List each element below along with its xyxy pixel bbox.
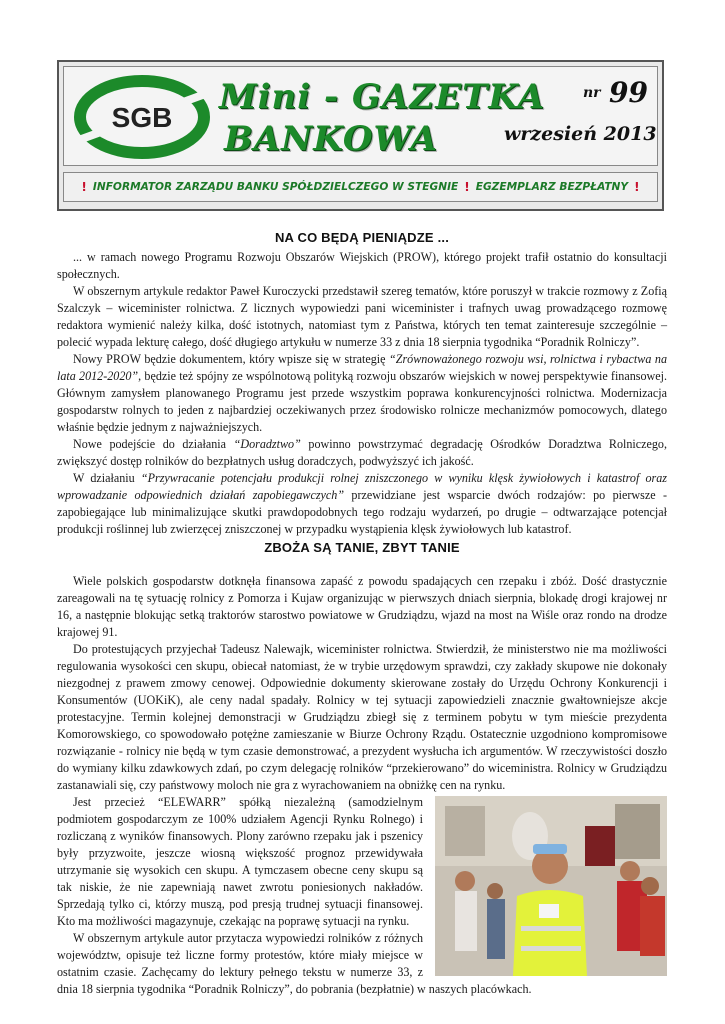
italic-quote: “Doradztwo” <box>233 437 301 451</box>
article1-paragraph <box>57 351 667 436</box>
italic-quote: “Przywracanie potencjału produkcji rolnej zniszczonego w wyniku klęsk żywiołowych i katastrof oraz wprowadzanie odpowiednich działań zapobiegawczych” <box>57 471 667 502</box>
article1-paragraph: ... w ramach nowego Programu Rozwoju Obszarów Wiejskich (PROW), którego projekt trafił ostatnio do konsultacji społecznych. <box>57 250 667 281</box>
article2-paragraph: W obszernym artykule autor przytacza wypowiedzi rolników z różnych województw, opisuje też liczne formy protestów, które miały miejsce w ostatnim czasie. Zachęcamy do lektury pełnego tekstu w numerze 33, z dnia 18 sierpnia tygodnika “Poradnik Rolniczy”, do pobrania (bezpłatnie) w naszych placówkach. <box>57 931 532 996</box>
exclamation-icon: ! <box>464 180 470 194</box>
issue-date: wrzesień 2013 <box>504 123 657 145</box>
text-span: , będzie też spójny ze wspólnotową polityką rozwoju obszarów wiejskich w nowej perspektywie finansowej. Głównym zamysłem planowanego Programu jest przede wszystkim poprawa konkurencyjności rolnictwa. Modernizacja gospodarstw rolnych to jeden z najbardziej oczekiwanych przez środowisko rolnicze mechanizmów pomocowych, dlatego właśnie będzie jednym z najważniejszych. <box>57 369 668 434</box>
article1-paragraph <box>57 470 667 538</box>
issue-prefix: nr <box>583 85 601 101</box>
text-span: Nowy PROW będzie dokumentem, który wpisze się w strategię <box>73 352 390 366</box>
exclamation-icon: ! <box>81 180 87 194</box>
logo-text: SGB <box>111 102 173 133</box>
article1-paragraph <box>57 436 667 470</box>
farmer-protest-image <box>435 796 667 976</box>
article1-headline: NA CO BĘDĄ PIENIĄDZE ... <box>274 230 450 245</box>
protest-photo <box>435 796 667 976</box>
bar-left-text: INFORMATOR ZARZĄDU BANKU SPÓŁDZIELCZEGO W STEGNIE <box>92 181 459 193</box>
text-span: przewidziane jest wsparcie dwóch rodzajów: po pierwsze - zapobiegające lub minimalizujące skutki prawdopodobnych tego rodzaju wydarzeń, po drugie – odtwarzające potencjał produkcji roślinnej lub zwierzęcej zniszczonej w przypadku wystąpienia klęsk żywiołowych lub katastrof. <box>57 488 667 536</box>
article-na-co-beda-pieniadze <box>57 230 667 538</box>
article2-paragraph: Wiele polskich gospodarstw dotknęła finansowa zapaść z powodu spadających cen rzepaku i zbóż. Dość drastycznie zareagowali na tę sytuację rolnicy z Pomorza i Kujaw organizując w pierwszych dniach sierpnia, blokadę drogi krajowej nr 16, a następnie blokując setką traktorów starostwo powiatowe w Grudziądzu, wjazd na most na Wiśle oraz rondo na drodze krajowej 91. <box>57 574 667 639</box>
sgb-logo <box>74 75 210 159</box>
title-line2: BANKOWA <box>224 119 438 159</box>
text-span: Nowe podejście do działania <box>73 437 234 451</box>
exclamation-icon: ! <box>634 180 640 194</box>
masthead-info-bar <box>63 172 658 202</box>
masthead <box>57 60 664 211</box>
article1-paragraph: W obszernym artykule redaktor Paweł Kuroczycki przedstawił szereg tematów, które poruszył w trakcie rozmowy z Zofią Szalczyk – wiceminister rolnictwa. Z licznych wypowiedzi pani wiceminister i trafnych uwag prowadzącego rozmowę redaktora wymienić należy kilka, dość istotnych, natomiast tym z Państwa, których ten temat zainteresuje szczególnie – polecić wypada lekturę całego, dość długiego artykułu w numerze 33 z dnia 18 sierpnia tygodnika “Poradnik Rolniczy”. <box>57 284 667 349</box>
article2-headline: ZBOŻA SĄ TANIE, ZBYT TANIE <box>264 540 460 555</box>
issue-number: 99 <box>609 76 648 109</box>
text-span: Jest przecież “ELEWARR” spółką niezależną (samodzielnym podmiotem gospodarczym ze 100% udziałem Agencji Rynku Rolnego) i rozliczaną z wyników finansowych. Plony zarówno rzepaku jak i pszenicy były przyzwoite, jeszcze wiosną większość prognoz przewidywała utrzymanie się wysokich cen skupu. A tymczasem obecne ceny skupu są tak niskie, że nie zapewniają nawet zwrotu poniesionych nakładów. Sprzedają tylko ci, którzy muszą, pod presją trudnej sytuacji finansowej. Kto ma możliwości magazynuje, czekając na poprawę sytuacji na rynku. <box>57 795 423 928</box>
title-line1: Mini - GAZETKA <box>219 77 545 117</box>
article-zboza-sa-tanie <box>57 540 667 998</box>
text-span: W działaniu <box>73 471 141 485</box>
article2-paragraph <box>57 794 667 930</box>
sgb-logo-icon <box>74 75 210 159</box>
bar-right-text: EGZEMPLARZ BEZPŁATNY <box>475 181 629 193</box>
article2-paragraph: Do protestujących przyjechał Tadeusz Nalewajk, wiceminister rolnictwa. Stwierdził, że ministerstwo nie ma możliwości regulowania wysokości cen skupu, obiecał natomiast, że w trybie urzędowym sprawdzi, czy zakłady skupowe nie dokonały niezgodnej z prawem zmowy cenowej. Odpowiednie dokumenty skierowane zostały do Urzędu Ochrony Konkurencji i Konsumentów (UOKiK), ale ceny nadal spadały. Rolnicy w tej sytuacji zapowiedzieli znacznie gwałtowniejsze akcje protestacyjne. Termin kolejnej demonstracji w Grudziądzu zbiegł się z terminem pobytu w tym mieście prezydenta Komorowskiego, co spowodowało potężne zamieszanie w Biurze Ochrony Rządu. Ostatecznie uzgodniono kompromisowe rozwiązanie - rolnicy nie będą w tym czasie demonstrować, a prezydent wysłucha ich argumentów. W rzeczywistości doszło do wymiany kilku zdawkowych zdań, po czym delegację rolników “przekierowano” do wiceministra. Rolnicy w Grudziądzu zastanawiali się, czy państwowy moloch nie gra z wyrachowaniem na obniżkę cen na rynku. <box>57 642 667 792</box>
text-span: powinno powstrzymać degradację Ośrodków Doradztwa Rolniczego, zwiększyć dostęp rolników do bezpłatnych usług doradczych, podwyższyć ich jakość. <box>57 437 668 468</box>
masthead-title-panel <box>63 66 658 166</box>
italic-quote: “Zrównoważonego rozwoju wsi, rolnictwa i rybactwa na lata 2012-2020” <box>57 352 667 383</box>
